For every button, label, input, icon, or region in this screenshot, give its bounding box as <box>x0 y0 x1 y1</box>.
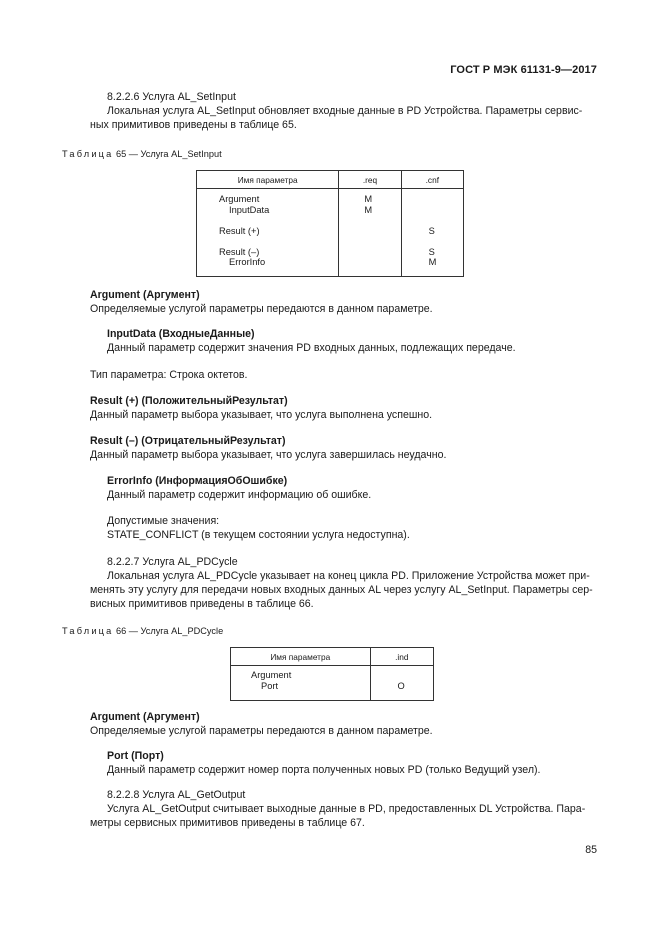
section-heading: 8.2.2.6 Услуга AL_SetInput <box>107 91 236 103</box>
paragraph-line: метры сервисных примитивов приведены в таблице 67. <box>90 817 365 829</box>
def-allowed-values <box>90 514 598 542</box>
def-text: Данный параметр выбора указывает, что услуга завершилась неудачно. <box>90 449 447 461</box>
req-value <box>364 215 400 226</box>
document-id-header: ГОСТ Р МЭК 61131-9—2017 <box>450 64 597 76</box>
cnf-value: S <box>428 246 435 257</box>
def-title: Port (Порт) <box>107 750 164 762</box>
table-cell-names <box>197 189 339 277</box>
cnf-value <box>429 194 463 205</box>
section-8-2-2-6 <box>90 90 598 132</box>
table-66-caption <box>62 626 223 636</box>
caption-text: 66 — Услуга AL_PDCycle <box>116 626 224 636</box>
def-text: STATE_CONFLICT (в текущем состоянии услуга недоступна). <box>107 529 410 541</box>
param-name: Result (+) <box>219 225 260 236</box>
definitions-block-1 <box>90 288 598 316</box>
def-argument-2 <box>90 710 598 738</box>
cnf-value <box>429 205 463 216</box>
def-title: ErrorInfo (ИнформацияОбОшибке) <box>107 475 288 487</box>
table-row <box>197 189 464 277</box>
def-port <box>90 749 598 777</box>
section-heading: 8.2.2.8 Услуга AL_GetOutput <box>107 789 246 801</box>
ind-value: O <box>397 680 405 691</box>
param-name <box>219 215 338 226</box>
def-title: Result (–) (ОтрицательныйРезультат) <box>90 435 286 447</box>
section-8-2-2-8 <box>90 788 598 830</box>
def-type: Тип параметра: Строка октетов. <box>90 369 248 381</box>
def-text: Допустимые значения: <box>107 515 220 527</box>
caption-text: 65 — Услуга AL_SetInput <box>116 149 222 159</box>
req-value <box>364 257 400 268</box>
caption-word: Таблица <box>62 626 114 636</box>
param-name <box>219 236 338 247</box>
paragraph-line: Услуга AL_GetOutput считывает выходные данные в PD, предоставленных DL Устройства. Пара- <box>107 803 586 815</box>
def-text: Данный параметр выбора указывает, что услуга выполнена успешно. <box>90 409 433 421</box>
table-cell-names <box>231 666 371 701</box>
cnf-value: S <box>428 225 435 236</box>
def-text: Данный параметр содержит номер порта полученных новых PD (только Ведущий узел). <box>107 764 541 776</box>
table-header-cnf: .cnf <box>401 171 463 189</box>
table-header-name: Имя параметра <box>197 171 339 189</box>
param-name: InputData <box>229 204 270 215</box>
param-name: Result (–) <box>219 246 260 257</box>
def-result-minus <box>90 434 598 462</box>
paragraph-line: менять эту услугу для передачи новых входных данных AL через услугу AL_SetInput. Параметры сер- <box>90 584 593 596</box>
req-value <box>364 247 400 258</box>
paragraph-line: Локальная услуга AL_PDCycle указывает на конец цикла PD. Приложение Устройства может при- <box>107 570 590 582</box>
req-value <box>364 236 400 247</box>
page-number: 85 <box>585 844 597 856</box>
def-text: Определяемые услугой параметры передаются в данном параметре. <box>90 303 433 315</box>
table-cell-cnf <box>401 189 463 277</box>
def-text: Данный параметр содержит значения PD входных данных, подлежащих передаче. <box>107 342 516 354</box>
paragraph-line: ных примитивов приведены в таблице 65. <box>90 119 297 131</box>
table-cell-ind <box>370 666 433 701</box>
def-errorinfo <box>90 474 598 502</box>
def-result-plus <box>90 394 598 422</box>
req-value <box>364 226 400 237</box>
req-value: M <box>364 204 373 215</box>
cnf-value: M <box>428 257 437 267</box>
table-cell-req <box>339 189 401 277</box>
def-title: Argument (Аргумент) <box>90 711 200 723</box>
table-header-name: Имя параметра <box>231 648 371 666</box>
table-65-caption <box>62 149 222 159</box>
def-text: Данный параметр содержит информацию об ошибке. <box>107 489 372 501</box>
param-name: ErrorInfo <box>229 257 266 267</box>
cnf-value <box>429 236 463 247</box>
def-title: Argument (Аргумент) <box>90 289 200 301</box>
param-name: Argument <box>251 670 292 680</box>
req-value: M <box>364 194 373 204</box>
def-title: InputData (ВходныеДанные) <box>107 328 255 340</box>
table-header-ind: .ind <box>370 648 433 666</box>
cnf-value <box>429 215 463 226</box>
def-title: Result (+) (ПоложительныйРезультат) <box>90 395 288 407</box>
section-heading: 8.2.2.7 Услуга AL_PDCycle <box>107 556 238 568</box>
section-8-2-2-7 <box>90 555 598 611</box>
param-name: Port <box>261 680 279 691</box>
ind-value <box>398 670 433 681</box>
paragraph-line: висных примитивов приведены в таблице 66. <box>90 598 314 610</box>
param-name: Argument <box>219 194 260 204</box>
table-66 <box>230 647 434 701</box>
caption-word: Таблица <box>62 149 114 159</box>
paragraph-line: Локальная услуга AL_SetInput обновляет входные данные в PD Устройства. Параметры сервис- <box>107 105 583 117</box>
def-inputdata <box>90 327 598 355</box>
def-text: Определяемые услугой параметры передаются в данном параметре. <box>90 725 433 737</box>
table-65 <box>196 170 464 277</box>
table-header-req: .req <box>339 171 401 189</box>
table-row <box>231 666 434 701</box>
